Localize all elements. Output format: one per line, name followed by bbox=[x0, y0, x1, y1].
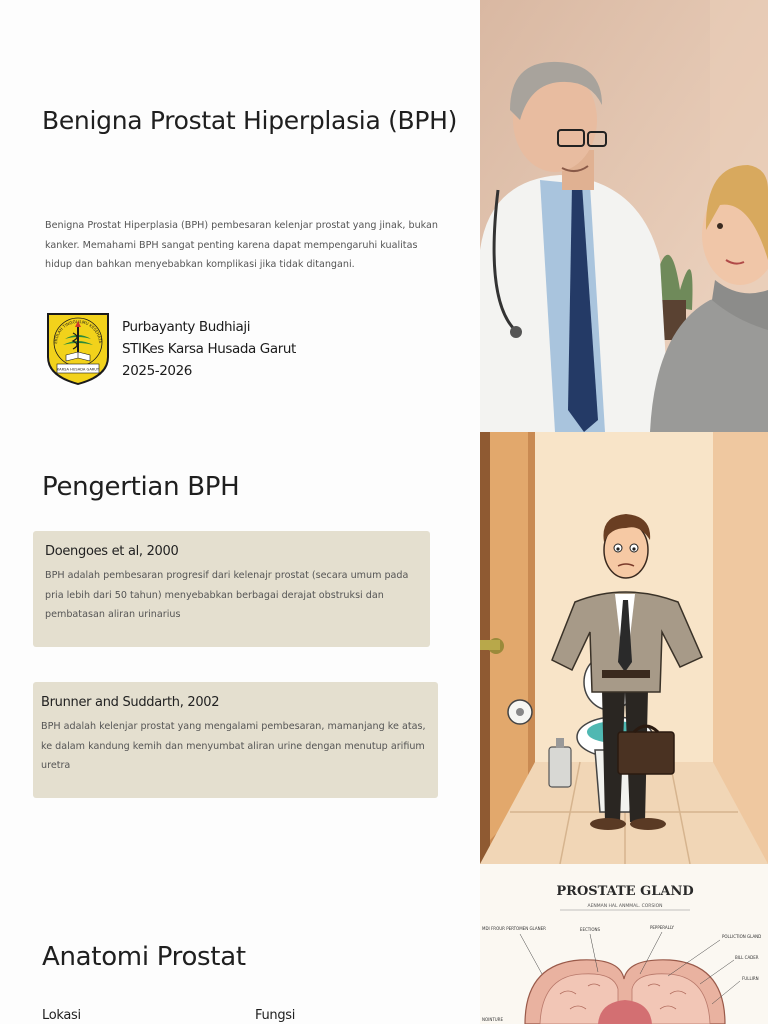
logo-ribbon-text: KARSA HUSADA GARUT bbox=[56, 367, 100, 372]
anatomy-heading: Anatomi Prostat bbox=[42, 942, 246, 972]
function-label: Fungsi bbox=[255, 1008, 296, 1023]
slide-title bbox=[0, 0, 768, 432]
card-text: BPH adalah kelenjar prostat yang mengalami pembesaran, mamanjang ke atas, ke dalam kandung kemih dan menyumbat aliran urine dengan menutup arifium uretra bbox=[41, 721, 426, 771]
author-block bbox=[45, 311, 296, 387]
diagram-label: FULLIRN bbox=[742, 976, 759, 981]
college-logo bbox=[45, 311, 111, 387]
diagram-label: BILL CADER bbox=[735, 955, 759, 960]
slide-title-heading: Benigna Prostat Hiperplasia (BPH) bbox=[42, 106, 458, 135]
diagram-label: EECTIONS bbox=[579, 927, 601, 932]
diagram-title: PROSTATE GLAND bbox=[556, 884, 694, 899]
slide-definition bbox=[0, 432, 768, 864]
doctor-patient-photo bbox=[480, 0, 768, 432]
prostate-gland-diagram bbox=[480, 864, 768, 1024]
definition-heading: Pengertian BPH bbox=[42, 472, 240, 502]
academic-year: 2025-2026 bbox=[122, 363, 192, 379]
diagram-label: PEPPERALLY bbox=[649, 925, 675, 930]
author-details bbox=[122, 316, 296, 382]
card-source: Doengoes et al, 2000 bbox=[45, 544, 179, 559]
intro-paragraph: Benigna Prostat Hiperplasia (BPH) pembesaran kelenjar prostat yang jinak, bukan kanker. Memahami BPH sangat penting karena dapat mempengaruhi kualitas hidup dan bahkan menyebabkan komplikasi jika tidak ditangani. bbox=[45, 220, 439, 270]
definition-card-doengoes bbox=[33, 531, 430, 647]
slide-anatomy bbox=[0, 864, 768, 1024]
cartoon-man-toilet-illustration bbox=[480, 432, 768, 864]
diagram-subtitle: AENMAN HAL ANMMAL. CORSION bbox=[587, 904, 663, 909]
definition-card-brunner bbox=[33, 682, 438, 798]
location-label: Lokasi bbox=[42, 1008, 81, 1023]
diagram-label: NOINTURE bbox=[482, 1017, 503, 1022]
card-source: Brunner and Suddarth, 2002 bbox=[41, 695, 220, 710]
diagram-label: POLLICTION GLAND bbox=[722, 934, 762, 939]
diagram-label: MDI FROUR PERTOMEN GLANER bbox=[482, 926, 546, 931]
logo-ring-text: EKOLAH TINGGI ILMU KESEHATA bbox=[52, 318, 104, 344]
author-name: Purbayanty Budhiaji bbox=[122, 319, 251, 335]
author-institution: STIKes Karsa Husada Garut bbox=[122, 341, 296, 357]
card-text: BPH adalah pembesaran progresif dari kelenajr prostat (secara umum pada pria lebih dari 50 tahun) menyebabkan berbagai derajat obstruksi dan pembatasan aliran urinarius bbox=[45, 570, 409, 620]
